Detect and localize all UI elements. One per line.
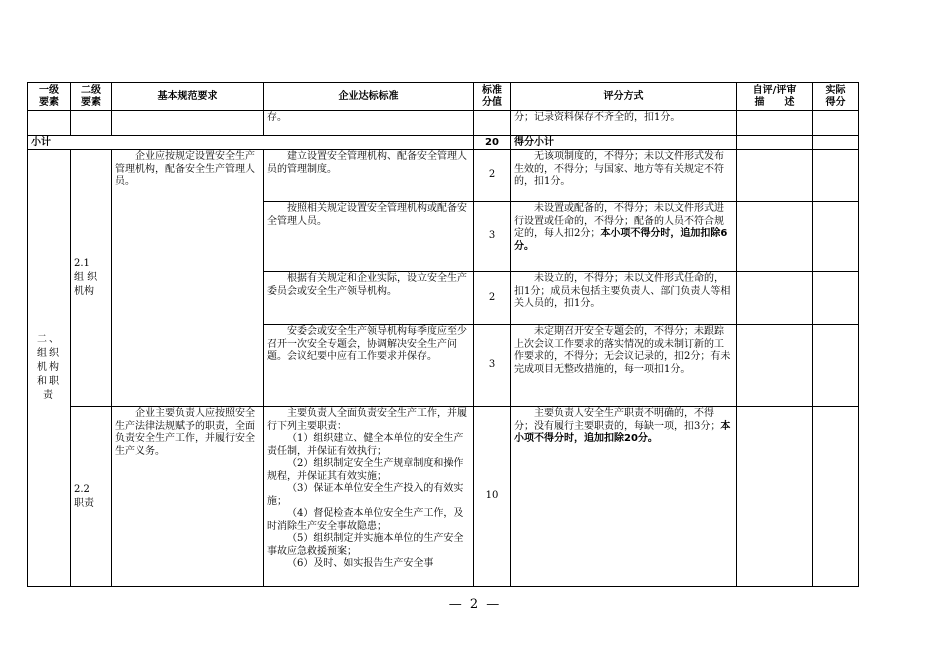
method-cell (511, 150, 737, 202)
method-cell (511, 325, 737, 407)
header-level2: 二级 要素 (71, 83, 112, 111)
method-text: 无该项制度的，不得分；未以文件形式发布生效的，不得分；与国家、地方等有关规定不符的，扣1分。 (514, 151, 724, 187)
level1-element (28, 150, 71, 587)
score-cell: 2 (474, 272, 511, 325)
page-number: — 2 — (448, 597, 502, 612)
header-self-evaluation: 自评/评审 描 述 (737, 83, 813, 111)
continuation-row (28, 111, 859, 136)
method-cell (511, 407, 737, 587)
standard-item: （4）督促检查本单位安全生产工作，及时消除生产安全事故隐患； (267, 508, 464, 532)
header-row (28, 83, 859, 111)
header-scoring-method: 评分方式 (511, 83, 737, 111)
header-level1: 一级 要素 (28, 83, 71, 111)
method-cell (511, 202, 737, 272)
continuation-method: 分；记录资料保存不齐全的，扣1分。 (511, 111, 737, 136)
header-basic-requirement: 基本规范要求 (112, 83, 264, 111)
level1-label: 二、组织机构和职责 (37, 334, 61, 401)
basic-requirement-2-2: 企业主要负责人应按照安全生产法律法规赋予的职责，全面负责安全生产工作，并履行安全生产义务。 (112, 407, 264, 587)
method-cell (511, 272, 737, 325)
standard-item: （1）组织建立、健全本单位的安全生产责任制，并保证有效执行； (267, 433, 464, 457)
score-cell: 2 (474, 150, 511, 202)
level2-element-2-1 (71, 150, 112, 407)
standard-cell (264, 407, 474, 587)
subtotal-row (28, 136, 859, 150)
standard-item: （2）组织制定安全生产规章制度和操作规程，并保证其有效实施； (267, 458, 464, 482)
continuation-standard: 存。 (264, 111, 474, 136)
subtotal-label: 小计 (28, 136, 474, 150)
standard-item: （5）组织制定并实施本单位的生产安全事故应急救援预案； (267, 533, 464, 557)
basic-requirement-2-1: 企业应按规定设置安全生产管理机构，配备安全生产管理人员。 (112, 150, 264, 407)
method-text: 未设立的，不得分；未以文件形式任命的，扣1分；成员未包括主要负责人、部门负责人等相关人员的，扣1分。 (514, 273, 731, 309)
table-row (28, 407, 859, 587)
score-cell: 10 (474, 407, 511, 587)
score-cell: 3 (474, 325, 511, 407)
standard-intro: 主要负责人全面负责安全生产工作，并履行下列主要职责： (267, 408, 467, 432)
level2-code-2-2: 2.2 职责 (74, 483, 94, 509)
header-actual-score: 实际 得分 (813, 83, 859, 111)
standard-cell: 按照相关规定设置安全管理机构或配备安全管理人员。 (264, 202, 474, 272)
evaluation-table (27, 82, 859, 587)
method-text: 主要负责人安全生产职责不明确的，不得分；没有履行主要职责的，每缺一项，扣3分； (514, 408, 721, 432)
method-bold-text: 本小项不得分时，追加扣除20分。 (514, 420, 731, 444)
standard-cell: 安委会或安全生产领导机构每季度应至少召开一次安全专题会，协调解决安全生产问题。会议纪要中应有工作要求并保存。 (264, 325, 474, 407)
subtotal-score: 20 (474, 136, 511, 150)
standard-cell: 根据有关规定和企业实际，设立安全生产委员会或安全生产领导机构。 (264, 272, 474, 325)
header-enterprise-standard: 企业达标标准 (264, 83, 474, 111)
method-bold-text: 本小项不得分时，追加扣除6分。 (514, 228, 728, 252)
level2-element-2-2 (71, 407, 112, 587)
subtotal-method: 得分小计 (511, 136, 737, 150)
method-text: 未设置或配备的，不得分；未以文件形式进行设置或任命的，不得分；配备的人员不符合规定的，每人扣2分； (514, 203, 724, 239)
table-row (28, 150, 859, 202)
standard-item: （6）及时、如实报告生产安全事 (287, 558, 434, 569)
score-cell: 3 (474, 202, 511, 272)
level2-code-2-1: 2.1 组 织 机构 (74, 258, 98, 297)
header-standard-score: 标准 分值 (474, 83, 511, 111)
standard-item: （3）保证本单位安全生产投入的有效实施； (267, 483, 464, 507)
standard-cell: 建立设置安全管理机构、配备安全管理人员的管理制度。 (264, 150, 474, 202)
method-text: 未定期召开安全专题会的，不得分；未跟踪上次会议工作要求的落实情况的或未制订新的工作要求的，不得分；无会议记录的，扣2分；有未完成项目无整改措施的，每一项扣1分。 (514, 326, 731, 375)
